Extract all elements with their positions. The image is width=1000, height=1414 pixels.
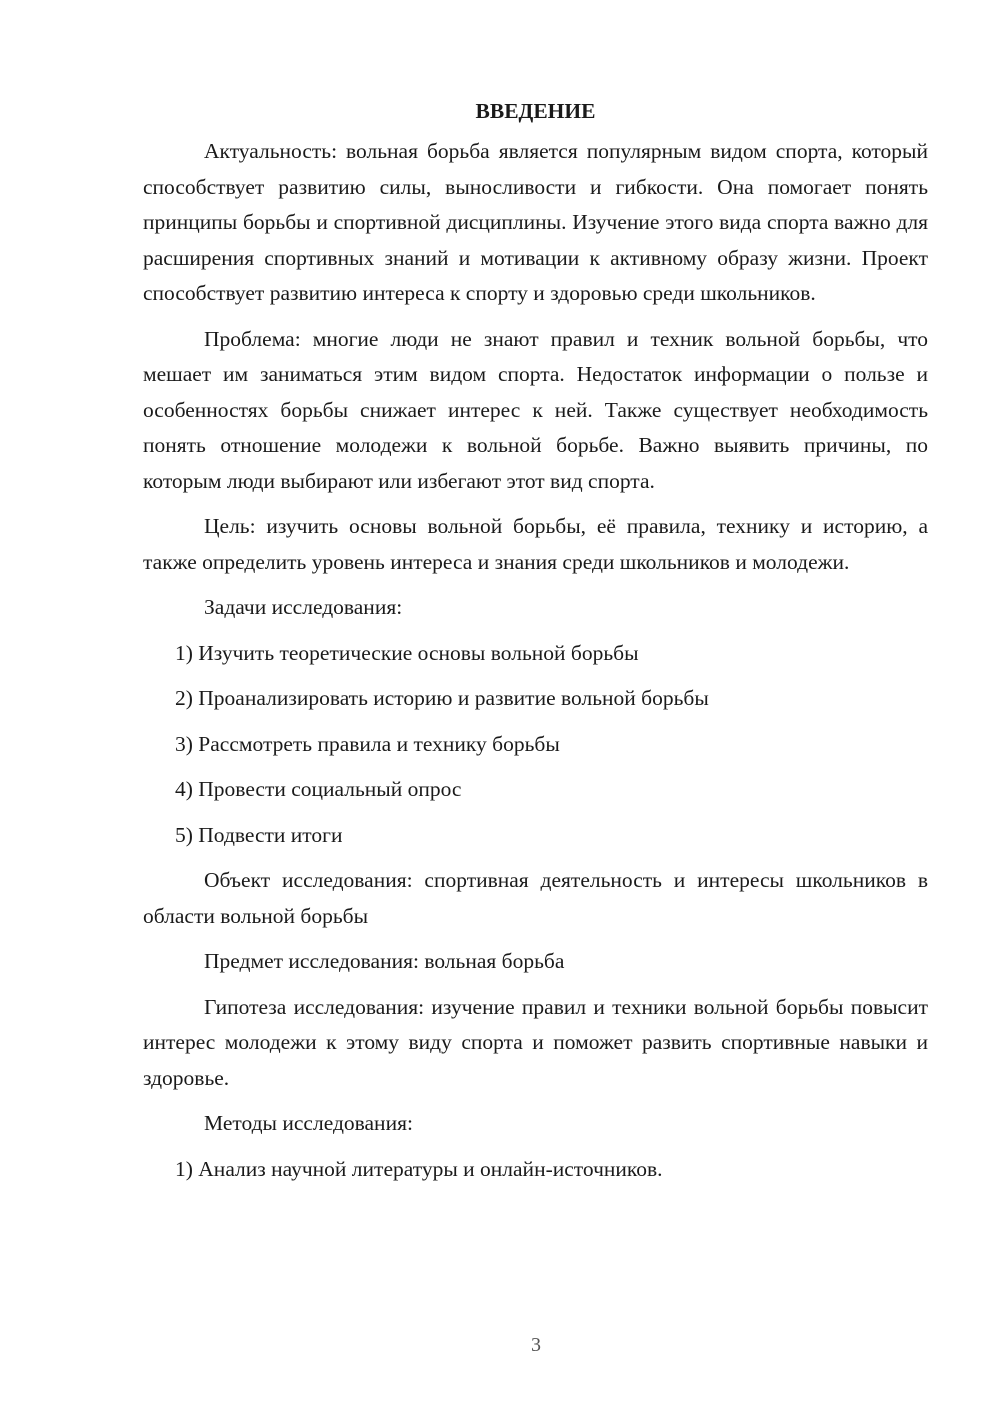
task-item: 5) Подвести итоги <box>175 822 343 847</box>
methods-title: Методы исследования: <box>204 1111 413 1135</box>
tasks-title: Задачи исследования: <box>204 595 403 619</box>
object-paragraph: Объект исследования: спортивная деятельность и интересы школьников в области вольной борьбы <box>143 868 928 928</box>
problem-paragraph: Проблема: многие люди не знают правил и техник вольной борьбы, что мешает им заниматься этим видом спорта. Недостаток информации о пользе и особенностях борьбы снижает интерес к ней. Также существует необходимость понять отношение молодежи к вольной борьбе. Важно выявить причины, по которым люди выбирают или избегают этот вид спорта. <box>143 326 928 493</box>
subject-paragraph: Предмет исследования: вольная борьба <box>204 949 565 973</box>
page-content <box>143 96 928 1197</box>
goal-paragraph: Цель: изучить основы вольной борьбы, её правила, технику и историю, а также определить уровень интереса и знания среди школьников и молодежи. <box>143 514 928 574</box>
task-item: 1) Изучить теоретические основы вольной борьбы <box>175 640 639 665</box>
page-number: 3 <box>531 1334 541 1356</box>
task-item: 2) Проанализировать историю и развитие вольной борьбы <box>175 686 709 710</box>
task-item: 3) Рассмотреть правила и технику борьбы <box>175 731 560 756</box>
task-item: 4) Провести социальный опрос <box>175 777 462 801</box>
hypothesis-paragraph: Гипотеза исследования: изучение правил и техники вольной борьбы повысит интерес молодежи к этому виду спорта и поможет развить спортивные навыки и здоровье. <box>143 994 928 1090</box>
section-heading: ВВЕДЕНИЕ <box>475 99 596 123</box>
method-item: 1) Анализ научной литературы и онлайн-источников. <box>175 1156 663 1181</box>
relevance-paragraph: Актуальность: вольная борьба является популярным видом спорта, который способствует развитию силы, выносливости и гибкости. Она помогает понять принципы борьбы и спортивной дисциплины. Изучение этого вида спорта важно для расширения спортивных знаний и мотивации к активному образу жизни. Проект способствует развитию интереса к спорту и здоровью среди школьников. <box>143 139 928 305</box>
